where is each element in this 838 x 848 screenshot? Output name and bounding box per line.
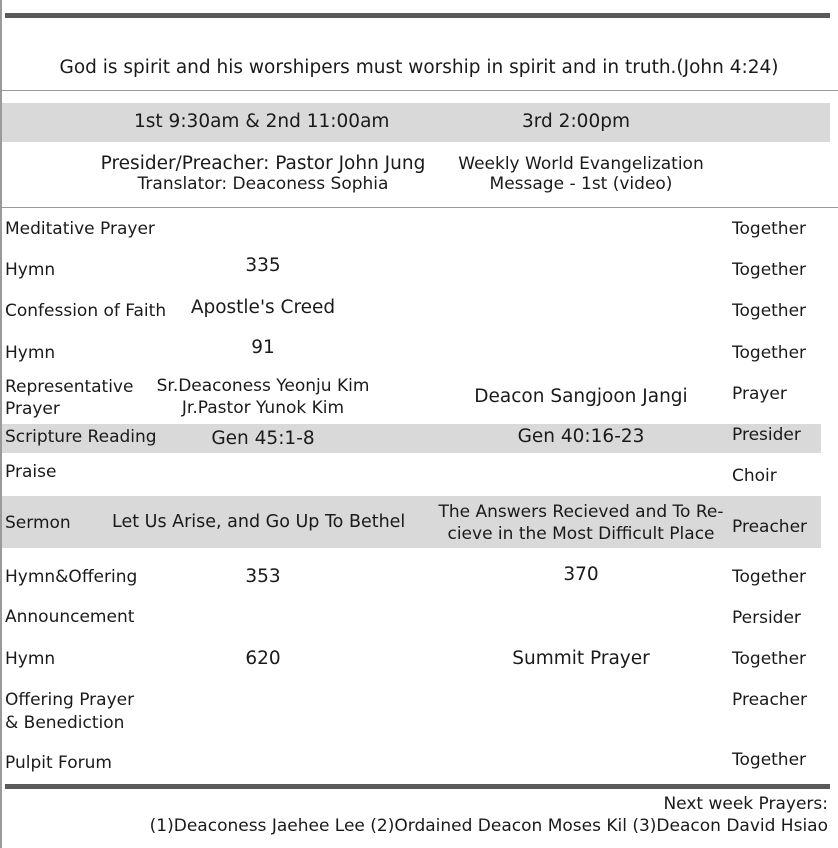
order-label: Confession of Faith [5,301,167,321]
sermon-title-1: Let Us Arise, and Go Up To Bethel [112,512,406,532]
order-who: Choir [732,466,777,486]
sermon-title-3-line2: cieve in the Most Difficult Place [447,524,715,544]
order-label: Meditative Prayer [5,219,155,239]
order-label: Hymn [5,343,56,363]
top-divider [5,13,830,18]
order-who: Together [732,750,807,770]
order-label: Hymn [5,260,56,280]
order-label: Scripture Reading [5,427,157,447]
divider [0,90,838,91]
service-time-third: 3rd 2:00pm [522,111,630,132]
order-label-line1: Representative [5,377,134,397]
divider [0,207,838,208]
order-col2: Summit Prayer [512,648,650,669]
order-who: Together [732,219,807,239]
order-col2: 370 [563,564,599,585]
order-who: Preacher [732,517,808,537]
presider-info [100,153,426,194]
order-label [5,376,133,420]
order-who: Together [732,301,807,321]
order-col2: Gen 40:16-23 [517,426,645,447]
order-label-line2: Prayer [5,399,60,419]
order-label [5,689,134,735]
next-week-prayers-names: (1)Deaconess Jaehee Lee (2)Ordained Deacon Moses Kil (3)Deacon David Hsiao [149,816,828,836]
sermon-title-3-line1: The Answers Recieved and To Re- [438,502,724,522]
order-who: Persider [732,608,801,628]
order-label: Pulpit Forum [5,753,112,773]
order-label: Praise [5,462,57,482]
order-who: Preacher [732,690,808,710]
order-who: Presider [732,425,801,445]
order-who: Together [732,649,807,669]
order-col1-line2: Jr.Pastor Yunok Kim [181,398,345,418]
order-col1 [140,375,386,419]
third-service-line1: Weekly World Evangelization [458,154,704,174]
order-col1: 91 [251,337,275,358]
third-service-line2: Message - 1st (video) [489,174,673,194]
bottom-divider [5,784,830,789]
order-label: Sermon [5,513,71,533]
order-col1: Gen 45:1-8 [211,428,315,449]
order-label-line1: Offering Prayer [5,690,135,710]
service-header-bar [2,103,830,142]
order-who: Together [732,343,807,363]
order-col1: 335 [245,255,281,276]
next-week-prayers-title: Next week Prayers: [663,794,828,814]
order-label-line2: & Benediction [5,713,125,733]
order-col1: 353 [245,566,281,587]
order-col1-line1: Sr.Deaconess Yeonju Kim [156,376,370,396]
third-service-info [450,154,712,194]
order-label: Hymn&Offering [5,567,138,587]
sermon-title-3 [430,501,732,545]
scripture-verse: God is spirit and his worshipers must worship in spirit and in truth.(John 4:24) [59,57,779,78]
presider-line: Presider/Preacher: Pastor John Jung [100,153,426,174]
order-who: Together [732,567,807,587]
order-label: Hymn [5,649,56,669]
order-col1: Apostle's Creed [190,297,336,318]
order-col1: 620 [245,648,281,669]
order-col2: Deacon Sangjoon Jangi [474,386,688,407]
order-who: Together [732,260,807,280]
service-times-first-second: 1st 9:30am & 2nd 11:00am [134,111,390,132]
translator-line: Translator: Deaconess Sophia [137,174,389,194]
order-who: Prayer [732,384,787,404]
order-label: Announcement [5,607,135,627]
